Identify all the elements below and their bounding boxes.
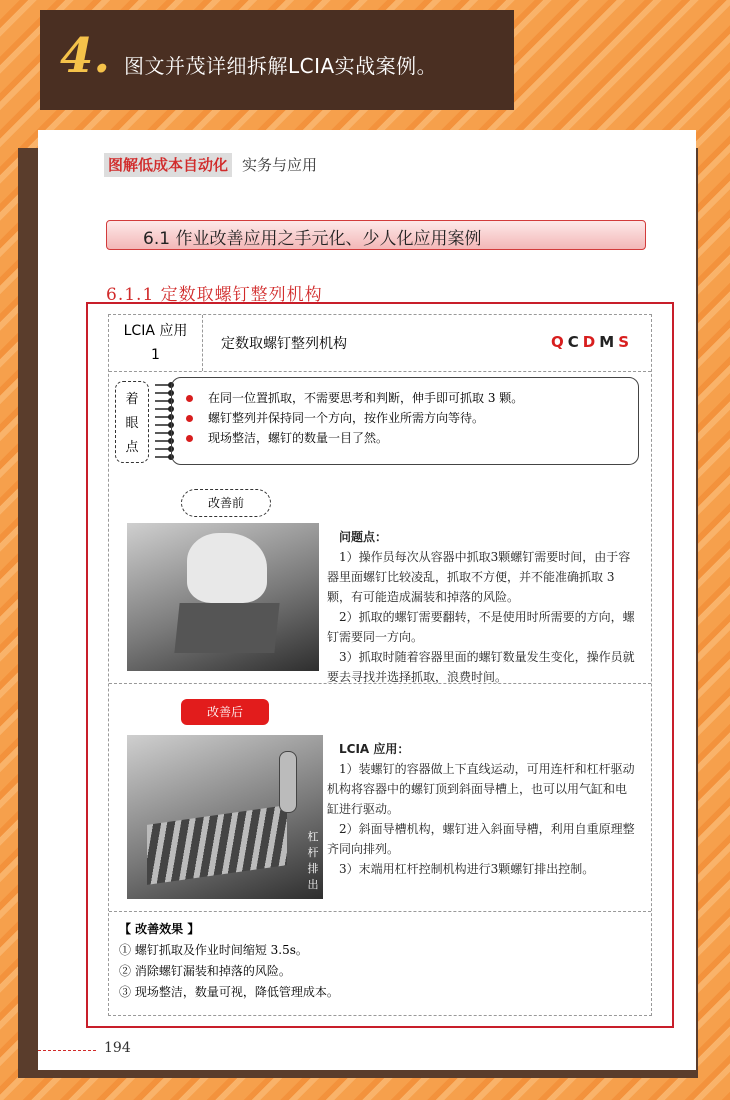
page-number: 194: [104, 1040, 131, 1056]
case-table: [108, 314, 652, 1016]
page-number-rule: [38, 1050, 96, 1051]
problem-item: 2）抓取的螺钉需要翻转，不是使用时所需要的方向，螺钉需要同一方向。: [327, 610, 635, 644]
qcdms-letter: M: [599, 333, 619, 351]
solution-item: 3）末端用杠杆控制机构进行3颗螺钉排出控制。: [339, 862, 595, 876]
case-frame: [86, 302, 674, 1028]
app-label-line2: 1: [151, 347, 160, 363]
effects-heading: 【 改善效果 】: [119, 922, 200, 936]
qcdms-letter: D: [582, 333, 600, 351]
mechanism-name: 定数取螺钉整列机构: [221, 336, 347, 352]
focus-point: 在同一位置抓取，不需要思考和判断，伸手即可抓取 3 颗。: [208, 388, 638, 408]
after-tag: 改善后: [181, 699, 269, 725]
after-photo: [127, 735, 323, 899]
row-divider: [109, 911, 651, 912]
row-divider: [109, 683, 651, 684]
before-photo: [127, 523, 319, 671]
banner: [40, 10, 514, 110]
focus-point: 螺钉整列并保持同一个方向，按作业所需方向等待。: [208, 408, 638, 428]
app-label-line1: LCIA 应用: [123, 323, 188, 339]
qcdms-letters: [551, 333, 633, 351]
photo-label: 杠杆排出: [307, 830, 319, 891]
solution-heading: LCIA 应用：: [339, 742, 410, 756]
running-header: [104, 154, 317, 175]
effects-block: [119, 919, 339, 1003]
book-page: [38, 130, 696, 1070]
solution-item: 2）斜面导槽机构，螺钉进入斜面导槽，利用自重原理整齐同向排列。: [327, 822, 635, 856]
solution-text: [327, 739, 637, 879]
section-heading: [106, 220, 646, 250]
header-tag: 图解低成本自动化: [104, 153, 232, 177]
focus-label-char: 眼: [125, 416, 139, 431]
focus-label-char: 着: [125, 392, 139, 407]
problem-item: 3）抓取时随着容器里面的螺钉数量发生变化，操作员就要去寻找并选择抓取，浪费时间。: [327, 650, 635, 684]
qcdms-letter: C: [567, 333, 583, 351]
problem-item: 1）操作员每次从容器中抓取3颗螺钉需要时间，由于容器里面螺钉比较凌乱，抓取不方便，并不能准确抓取 3 颗，有可能造成漏装和掉落的风险。: [327, 550, 631, 604]
qcdms-letter: S: [618, 333, 633, 351]
focus-label-char: 点: [125, 440, 139, 455]
header-subtitle: 实务与应用: [242, 156, 318, 174]
banner-text: 图文并茂详细拆解LCIA实战案例。: [124, 54, 438, 78]
banner-number: 4.: [60, 28, 111, 84]
focus-points-box: [171, 377, 639, 465]
effect-item: ③ 现场整洁，数量可视，降低管理成本。: [119, 985, 339, 999]
solution-item: 1）装螺钉的容器做上下直线运动，可用连杆和杠杆驱动机构将容器中的螺钉顶到斜面导槽上，也可以用气缸和电缸进行驱动。: [327, 762, 635, 816]
section-title: 6.1 作业改善应用之手元化、少人化应用案例: [143, 229, 482, 249]
focus-label: [115, 381, 149, 463]
app-label: [109, 315, 203, 371]
subsection-title: 6.1.1 定数取螺钉整列机构: [106, 285, 323, 305]
focus-points-list: [172, 378, 638, 448]
qcdms-letter: Q: [551, 333, 568, 351]
effect-item: ① 螺钉抓取及作业时间缩短 3.5s。: [119, 943, 308, 957]
case-header-row: [109, 315, 651, 372]
before-tag: 改善前: [181, 489, 271, 517]
problem-text: [327, 527, 637, 687]
effect-item: ② 消除螺钉漏装和掉落的风险。: [119, 964, 291, 978]
problem-heading: 问题点：: [339, 530, 388, 544]
focus-point: 现场整洁，螺钉的数量一目了然。: [208, 428, 638, 448]
